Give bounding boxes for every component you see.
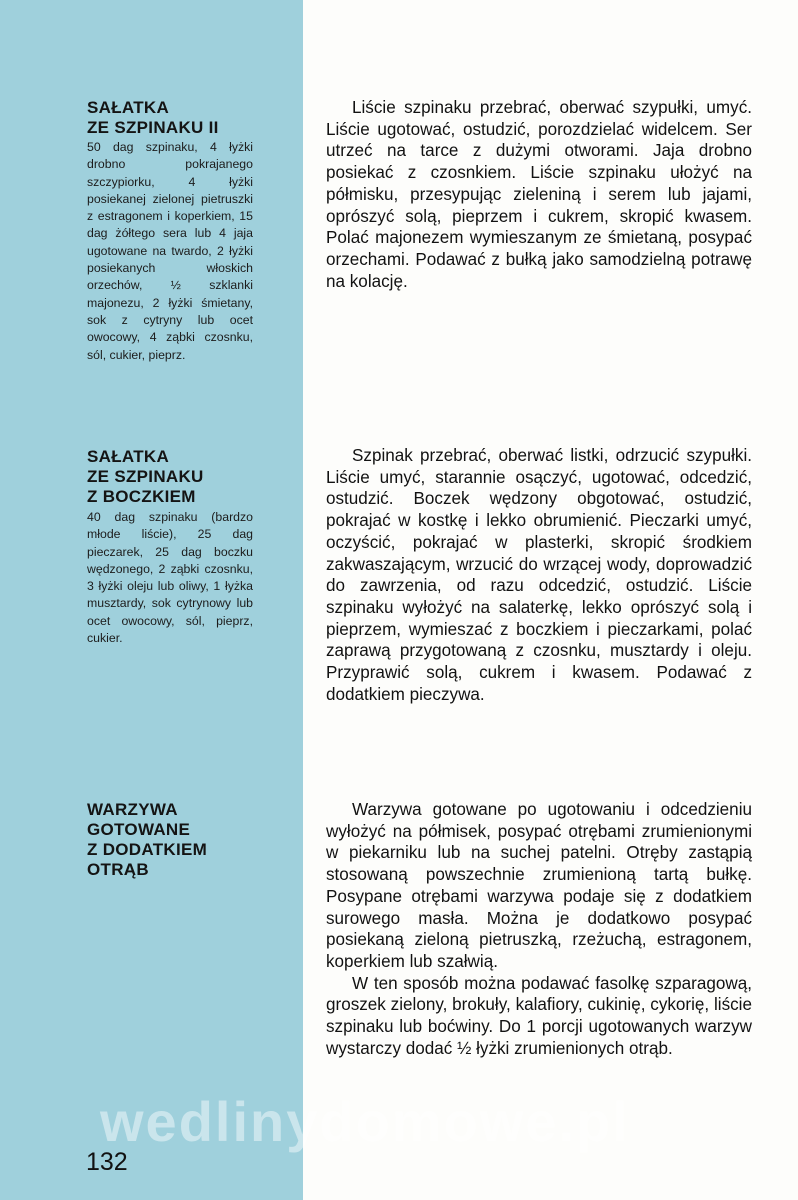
page-number: 132 [86,1148,128,1176]
recipe-3-title-line-4: OTRĄB [87,860,149,879]
recipe-3-method-paragraph-2: W ten sposób można podawać fasolkę szparagową, groszek zielony, brokuły, kalafiory, cukinię, cykorię, liście szpinaku lub boćwiny. Do 1 porcji ugotowanych warzyw wystarczy dodać ½ łyżki zrumienionych otrąb. [326,973,752,1058]
recipe-1-title-line-1: SAŁATKA [87,98,170,117]
recipe-1-title [87,98,267,138]
recipe-1-ingredients: 50 dag szpinaku, 4 łyżki drobno pokrajanego szczypiorku, 4 łyżki posiekanej zielonej pietruszki z estragonem i koperkiem, 15 dag żółtego sera lub 4 jaja ugotowane na twardo, 2 łyżki posiekanych włoskich orzechów, ½ szklanki majonezu, 2 łyżki śmietany, sok z cytryny lub ocet owocowy, 4 ząbki czosnku, sól, cukier, pieprz. [87,140,253,362]
recipe-3-method-paragraph-1: Warzywa gotowane po ugotowaniu i odcedzieniu wyłożyć na półmisek, posypać otrębami zrumienionymi w piekarniku lub na suchej patelni. Otręby zastąpią stosowaną powszechnie zrumienioną tartą bułkę. Posypane otrębami warzywa podaje się z dodatkiem surowego masła. Można je dodatkowo posypać posiekaną zieloną pietruszką, rzeżuchą, estragonem, koperkiem lub szałwią. [326,800,752,971]
recipe-3-title-line-2: GOTOWANE [87,820,191,839]
recipe-1-title-line-2: ZE SZPINAKU II [87,118,219,137]
recipe-1-method-paragraph-1: Liście szpinaku przebrać, oberwać szypułki, umyć. Liście ugotować, ostudzić, porozdzielać widelcem. Ser utrzeć na tarce z dużymi otworami. Jaja drobno posiekać z czosnkiem. Liście szpinaku ułożyć na półmisku, przesypując zieleniną i serem lub jajami, oprószyć solą, pieprzem i cukrem, skropić kwasem. Polać majonezem wymieszanym ze śmietaną, posypać orzechami. Podawać z bułką jako samodzielną potrawę na kolację. [326,98,752,291]
recipe-3-title [87,800,267,880]
recipe-3-title-line-3: Z DODATKIEM [87,840,208,859]
recipe-3-title-line-1: WARZYWA [87,800,178,819]
recipe-2-title-line-1: SAŁATKA [87,447,170,466]
recipe-1-method [326,97,752,292]
watermark: wedlinydomowe.pl [100,1090,630,1153]
recipe-2-method [326,445,752,705]
recipe-2-title-line-2: ZE SZPINAKU [87,467,204,486]
recipe-3-method [326,799,752,1059]
recipe-2-title-line-3: Z BOCZKIEM [87,487,196,506]
recipe-2-method-paragraph-1: Szpinak przebrać, oberwać listki, odrzucić szypułki. Liście umyć, starannie osączyć, ugotować, odcedzić, ostudzić. Boczek wędzony obgotować, ostudzić, pokrajać w kostkę i lekko obrumienić. Pieczarki umyć, oczyścić, pokrajać w plasterki, skropić środkiem zakwaszającym, wrzucić do wrzącej wody, doprowadzić do zawrzenia, od razu odcedzić, ostudzić. Liście szpinaku wyłożyć na salaterkę, lekko oprószyć solą i pieprzem, wymieszać z boczkiem i pieczarkami, polać zaprawą przygotowaną z czosnku, musztardy i oleju. Przyprawić solą, cukrem i kwasem. Podawać z dodatkiem pieczywa. [326,446,752,704]
recipe-2-title [87,447,267,507]
recipe-2-ingredients: 40 dag szpinaku (bardzo młode liście), 25 dag pieczarek, 25 dag boczku wędzonego, 2 ząbki czosnku, 3 łyżki oleju lub oliwy, 1 łyżka musztardy, sok cytrynowy lub ocet owocowy, sól, pieprz, cukier. [87,510,253,646]
